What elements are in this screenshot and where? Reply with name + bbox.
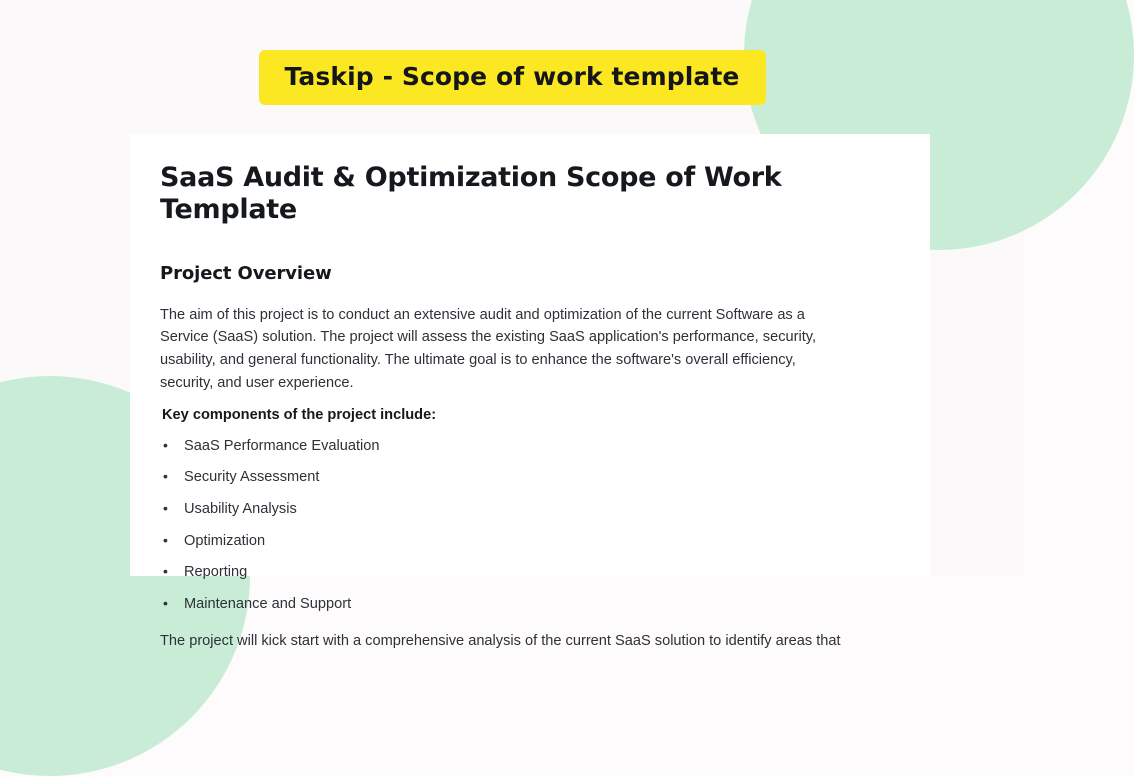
section-heading-project-overview: Project Overview — [160, 262, 332, 284]
closing-paragraph: The project will kick start with a comprehensive analysis of the current SaaS solution to identify areas that — [160, 633, 841, 650]
project-overview-paragraph: The aim of this project is to conduct an extensive audit and optimization of the current Software as a Service (SaaS) solution. The project will assess the existing SaaS application's performance, security, usability, and general functionality. The ultimate goal is to enhance the software's overall efficiency, security, and user experience. — [160, 306, 817, 391]
list-item: • Security Assessment — [160, 466, 900, 498]
list-item: • Reporting — [160, 561, 900, 593]
key-components-label: Key components of the project include: — [162, 407, 437, 424]
document-title: SaaS Audit & Optimization Scope of Work Template — [160, 162, 782, 226]
list-item: • Maintenance and Support — [160, 593, 900, 625]
key-components-list — [160, 435, 900, 625]
list-item: • Optimization — [160, 530, 900, 562]
list-item: • Usability Analysis — [160, 498, 900, 530]
template-banner-label: Taskip - Scope of work template — [259, 50, 766, 105]
list-item: • SaaS Performance Evaluation — [160, 435, 900, 467]
document-card — [130, 134, 930, 650]
template-banner-container — [0, 50, 1024, 105]
